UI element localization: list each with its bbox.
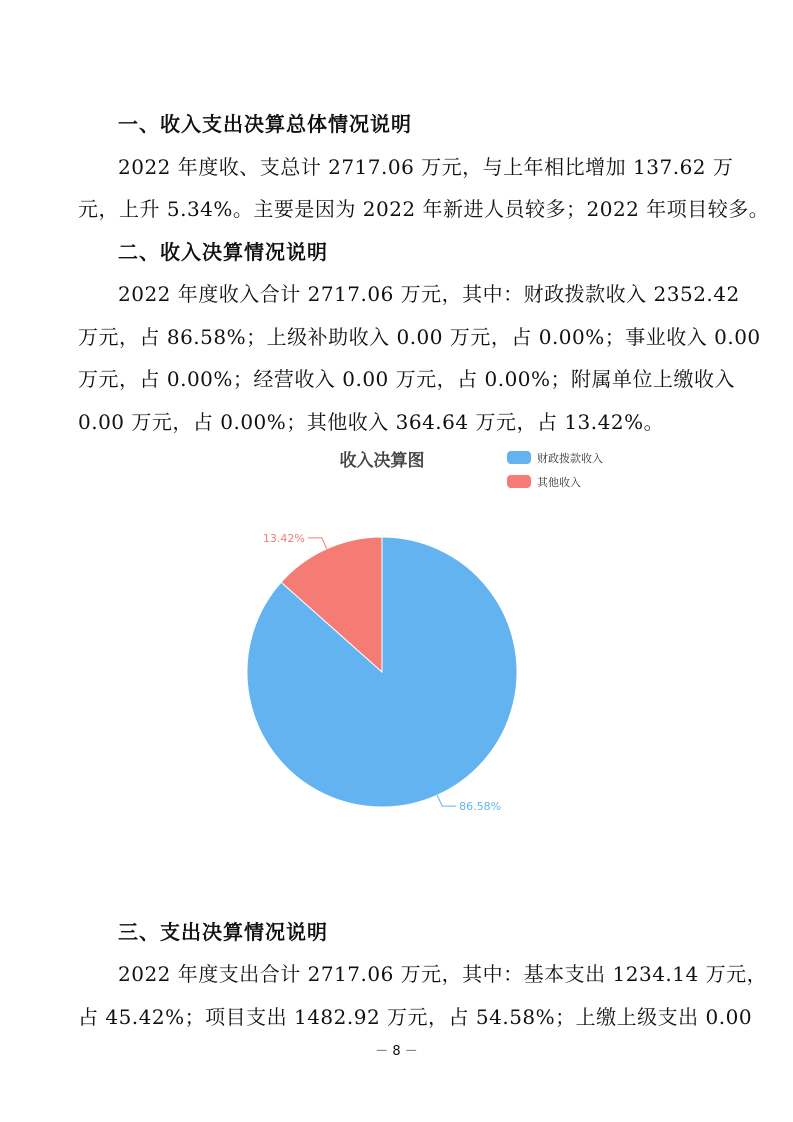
- section3-line-2: 占 45.42%；项目支出 1482.92 万元，占 54.58%；上缴上级支出 0.00: [78, 1005, 753, 1029]
- pie-label-0: 86.58%: [459, 800, 502, 814]
- chart-title: 收入决算图: [339, 451, 425, 471]
- income-pie-chart: [200, 440, 620, 840]
- legend-label-0: 财政拨款收入: [537, 452, 603, 465]
- pie-label-1: 13.42%: [262, 531, 305, 545]
- legend-swatch-0: [507, 451, 531, 464]
- section2-line-1: 2022 年度收入合计 2717.06 万元，其中：财政拨款收入 2352.42: [118, 282, 740, 306]
- chart-legend: [507, 451, 603, 489]
- section2-line-4: 0.00 万元，占 0.00%；其他收入 364.64 万元，占 13.42%。: [78, 410, 665, 434]
- pie-leader-1: [308, 538, 327, 549]
- section2-line-3: 万元，占 0.00%；经营收入 0.00 万元，占 0.00%；附属单位上缴收入: [78, 367, 736, 391]
- section3-heading: 三、支出决算情况说明: [118, 920, 328, 944]
- section1-line-2: 元，上升 5.34%。主要是因为 2022 年新进人员较多；2022 年项目较多。: [78, 197, 770, 221]
- pie-leader-0: [437, 795, 456, 806]
- section1-line-1: 2022 年度收、支总计 2717.06 万元，与上年相比增加 137.62 万: [118, 155, 734, 179]
- section3-line-1: 2022 年度支出合计 2717.06 万元，其中：基本支出 1234.14 万元，: [118, 962, 768, 986]
- section2-line-2: 万元，占 86.58%；上级补助收入 0.00 万元，占 0.00%；事业收入 0.00: [78, 325, 761, 349]
- legend-swatch-1: [507, 475, 531, 488]
- legend-label-1: 其他收入: [537, 476, 581, 489]
- section1-heading: 一、收入支出决算总体情况说明: [118, 112, 412, 136]
- page-number: － 8 －: [375, 1044, 418, 1059]
- section2-heading: 二、收入决算情况说明: [118, 240, 328, 264]
